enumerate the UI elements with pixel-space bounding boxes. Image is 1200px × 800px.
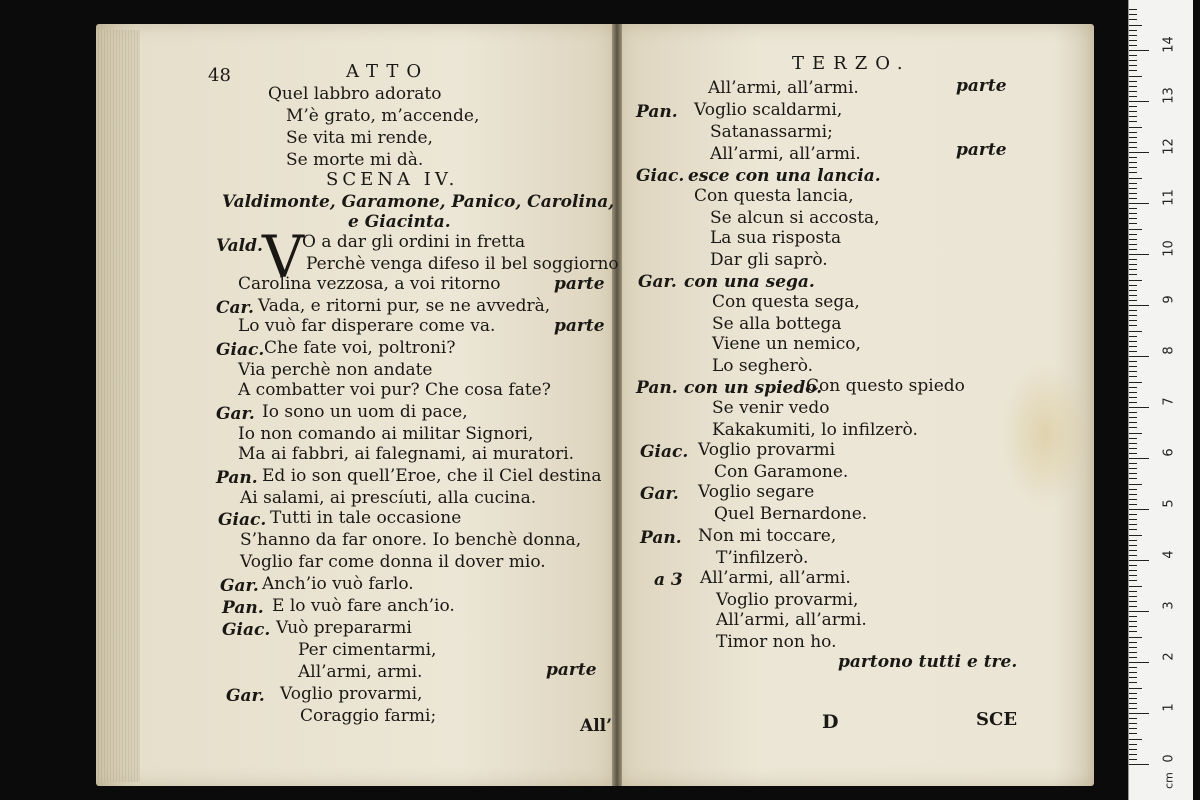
ruler-tick: [1129, 713, 1149, 714]
drop-cap: V: [262, 223, 304, 291]
verse-line: T’infilzerò.: [716, 548, 809, 568]
ruler-tick: [1129, 106, 1137, 107]
ruler-tick: [1129, 652, 1137, 653]
ruler-tick: [1129, 346, 1137, 347]
verse-line: Voglio scaldarmi,: [694, 100, 843, 120]
ruler-tick: [1129, 244, 1137, 245]
verse-line: Lo vuò far disperare come va.: [238, 316, 496, 336]
ruler-tick: [1129, 86, 1137, 87]
ruler-tick: [1129, 591, 1137, 592]
ruler-tick: [1129, 448, 1137, 449]
ruler-tick: [1129, 19, 1137, 20]
ruler-tick: [1129, 545, 1137, 546]
verse-line: Con questa sega,: [712, 292, 860, 312]
ruler-tick: [1129, 402, 1137, 403]
speaker-label: Pan.: [636, 102, 678, 122]
ruler-tick: [1129, 443, 1137, 444]
ruler-tick: [1129, 96, 1137, 97]
ruler-tick: [1129, 688, 1142, 689]
verse-line: Kakakumiti, lo infilzerò.: [712, 420, 918, 440]
ruler-tick: [1129, 616, 1137, 617]
ruler-tick: [1129, 387, 1137, 388]
verse-line: Lo segherò.: [712, 356, 814, 376]
speaker-label: Pan.: [636, 378, 678, 398]
verse-line: Che fate voi, poltroni?: [264, 338, 456, 358]
verse-line: Voglio provarmi,: [280, 684, 423, 704]
ruler-tick: [1129, 70, 1137, 71]
ruler-tick: [1129, 65, 1137, 66]
ruler-tick: [1129, 183, 1137, 184]
ruler-tick: [1129, 45, 1137, 46]
verse-line: Se alcun si accosta,: [710, 208, 880, 228]
ruler-tick: [1129, 621, 1137, 622]
speaker-label: Pan.: [640, 528, 682, 548]
ruler-label: 0: [1161, 754, 1177, 763]
ruler-tick: [1129, 682, 1137, 683]
ruler-tick: [1129, 229, 1142, 230]
ruler-tick: [1129, 188, 1137, 189]
verse-line: M’è grato, m’accende,: [286, 106, 480, 126]
character-list: Valdimonte, Garamone, Panico, Carolina,: [222, 192, 615, 212]
ruler-tick: [1129, 91, 1137, 92]
ruler-tick: [1129, 626, 1137, 627]
ruler-tick: [1129, 300, 1137, 301]
ruler-label: 9: [1161, 295, 1177, 304]
ruler-tick: [1129, 325, 1137, 326]
ruler-tick: [1129, 320, 1137, 321]
page-edges: [96, 30, 140, 782]
verse-line: All’armi, all’armi.: [700, 568, 851, 588]
speaker-label: Gar.: [640, 484, 679, 504]
ruler-tick: [1129, 693, 1137, 694]
speaker-label: Giac.: [216, 340, 265, 360]
verse-line: Ma ai fabbri, ai falegnami, ai muratori.: [238, 444, 575, 464]
ruler-tick: [1129, 524, 1137, 525]
ruler-tick: [1129, 249, 1137, 250]
ruler-tick: [1129, 35, 1137, 36]
ruler-tick: [1129, 218, 1137, 219]
ruler-tick: [1129, 509, 1149, 510]
verse-line: Ai salami, ai prescíuti, alla cucina.: [240, 488, 537, 508]
stage-direction: con una sega.: [684, 272, 815, 292]
ruler-tick: [1129, 555, 1137, 556]
ruler-tick: [1129, 535, 1142, 536]
verse-line: Voglio provarmi,: [716, 590, 859, 610]
speaker-label: Giac.: [222, 620, 271, 640]
verse-line: Quel labbro adorato: [268, 84, 442, 104]
ruler-tick: [1129, 499, 1137, 500]
verse-line: La sua risposta: [710, 228, 842, 248]
ruler-tick: [1129, 580, 1137, 581]
ruler-tick: [1129, 560, 1149, 561]
ruler-tick: [1129, 647, 1137, 648]
ruler-tick: [1129, 606, 1137, 607]
ruler-tick: [1129, 167, 1137, 168]
speaker-label: Gar.: [226, 686, 265, 706]
ruler-tick: [1129, 550, 1137, 551]
verse-line: Perchè venga difeso il bel soggiorno: [306, 254, 619, 274]
verse-line: Quel Bernardone.: [714, 504, 868, 524]
ruler-label: 2: [1161, 652, 1177, 661]
ruler-tick: [1129, 392, 1137, 393]
ruler-label: 13: [1161, 87, 1177, 104]
verse-line: Io non comando ai militar Signori,: [238, 424, 534, 444]
ruler-tick: [1129, 473, 1137, 474]
ruler-tick: [1129, 478, 1137, 479]
ruler-tick: [1129, 310, 1137, 311]
stage-direction: parte: [554, 316, 605, 336]
verse-line: A combatter voi pur? Che cosa fate?: [238, 380, 551, 400]
ruler-tick: [1129, 417, 1137, 418]
ruler-tick: [1129, 172, 1137, 173]
ruler-tick: [1129, 116, 1137, 117]
paper-stain: [1000, 360, 1090, 510]
ruler-label: 3: [1161, 601, 1177, 610]
ruler-tick: [1129, 264, 1137, 265]
ruler-tick: [1129, 101, 1149, 102]
speaker-label: Car.: [216, 298, 254, 318]
ruler-tick: [1129, 382, 1142, 383]
ruler-tick: [1129, 60, 1137, 61]
ruler-tick: [1129, 132, 1137, 133]
ruler-tick: [1129, 147, 1137, 148]
ruler-tick: [1129, 137, 1137, 138]
speaker-label: Giac.: [636, 166, 685, 186]
verse-line: Voglio provarmi: [698, 440, 836, 460]
ruler-tick: [1129, 718, 1137, 719]
ruler-tick: [1129, 703, 1137, 704]
ruler-tick: [1129, 764, 1149, 765]
ruler-tick: [1129, 142, 1137, 143]
ruler-tick: [1129, 157, 1137, 158]
ruler-tick: [1129, 371, 1137, 372]
ruler-label: 7: [1161, 397, 1177, 406]
speaker-label: a 3: [654, 570, 683, 590]
verse-line: Con Garamone.: [714, 462, 849, 482]
ruler-label: 6: [1161, 448, 1177, 457]
verse-line: Via perchè non andate: [238, 360, 433, 380]
verse-line: Anch’io vuò farlo.: [262, 574, 414, 594]
verse-line: Ed io son quell’Eroe, che il Ciel destina: [262, 466, 602, 486]
ruler-tick: [1129, 529, 1137, 530]
ruler-tick: [1129, 397, 1137, 398]
verse-line: All’armi, armi.: [298, 662, 423, 682]
ruler-tick: [1129, 111, 1137, 112]
ruler-tick: [1129, 198, 1137, 199]
verse-line: Timor non ho.: [716, 632, 837, 652]
ruler-tick: [1129, 162, 1137, 163]
verse-line: Voglio segare: [698, 482, 815, 502]
speaker-label: Pan.: [216, 468, 258, 488]
ruler-tick: [1129, 677, 1137, 678]
ruler-tick: [1129, 376, 1137, 377]
ruler-tick: [1129, 25, 1142, 26]
verse-line: Voglio far come donna il dover mio.: [240, 552, 546, 572]
ruler-tick: [1129, 81, 1137, 82]
ruler-tick: [1129, 739, 1142, 740]
ruler-tick: [1129, 733, 1137, 734]
ruler-label: 14: [1161, 36, 1177, 53]
ruler-label: 11: [1161, 189, 1177, 206]
ruler-tick: [1129, 203, 1149, 204]
ruler-tick: [1129, 468, 1137, 469]
ruler-label: 8: [1161, 346, 1177, 355]
verse-line: All’armi, all’armi.: [716, 610, 867, 630]
ruler-tick: [1129, 422, 1137, 423]
ruler-tick: [1129, 407, 1149, 408]
ruler-tick: [1129, 295, 1137, 296]
ruler-tick: [1129, 127, 1142, 128]
ruler-tick: [1129, 208, 1137, 209]
ruler-tick: [1129, 601, 1137, 602]
scene-heading: SCENA IV.: [326, 169, 459, 190]
verse-line: O a dar gli ordini in fretta: [302, 232, 526, 252]
ruler-tick: [1129, 611, 1149, 612]
verse-line: Coraggio farmi;: [300, 706, 437, 726]
ruler-tick: [1129, 193, 1137, 194]
stage-direction: parte: [956, 76, 1007, 96]
ruler-tick: [1129, 280, 1142, 281]
measurement-ruler: [1128, 0, 1193, 800]
ruler-label: 5: [1161, 499, 1177, 508]
ruler-tick: [1129, 744, 1137, 745]
ruler-tick: [1129, 315, 1137, 316]
ruler-tick: [1129, 433, 1142, 434]
ruler-tick: [1129, 759, 1137, 760]
ruler-tick: [1129, 749, 1137, 750]
ruler-tick: [1129, 341, 1137, 342]
ruler-label: 1: [1161, 703, 1177, 712]
ruler-label: 4: [1161, 550, 1177, 559]
ruler-tick: [1129, 723, 1137, 724]
ruler-tick: [1129, 575, 1137, 576]
ruler-tick: [1129, 463, 1137, 464]
speaker-label: Gar.: [216, 404, 255, 424]
verse-line: Dar gli saprò.: [710, 250, 828, 270]
ruler-tick: [1129, 305, 1149, 306]
ruler-tick: [1129, 586, 1142, 587]
speaker-label: Vald.: [216, 236, 263, 256]
ruler-tick: [1129, 239, 1137, 240]
character-list: e Giacinta.: [348, 212, 451, 232]
verse-line: Satanassarmi;: [710, 122, 833, 142]
ruler-tick: [1129, 361, 1137, 362]
ruler-tick: [1129, 519, 1137, 520]
ruler-tick: [1129, 55, 1137, 56]
speaker-label: Giac.: [218, 510, 267, 530]
ruler-tick: [1129, 708, 1137, 709]
ruler-tick: [1129, 152, 1149, 153]
stage-direction: parte: [956, 140, 1007, 160]
stage-direction: con un spiedo.: [684, 378, 823, 398]
ruler-tick: [1129, 285, 1137, 286]
verse-line: Carolina vezzosa, a voi ritorno: [238, 274, 501, 294]
ruler-tick: [1129, 50, 1149, 51]
ruler-tick: [1129, 274, 1137, 275]
verse-line: Viene un nemico,: [712, 334, 861, 354]
ruler-tick: [1129, 234, 1137, 235]
ruler-tick: [1129, 494, 1137, 495]
ruler-tick: [1129, 259, 1137, 260]
ruler-tick: [1129, 754, 1137, 755]
verse-line: E lo vuò fare anch’io.: [272, 596, 455, 616]
ruler-tick: [1129, 412, 1137, 413]
verse-line: Con questo spiedo: [806, 376, 965, 396]
verse-line: Se vita mi rende,: [286, 128, 433, 148]
verse-line: Non mi toccare,: [698, 526, 837, 546]
ruler-tick: [1129, 484, 1142, 485]
stage-direction: parte: [546, 660, 597, 680]
speaker-label: Gar.: [220, 576, 259, 596]
page-number: 48: [208, 65, 231, 86]
stage-direction: partono tutti e tre.: [838, 652, 1018, 672]
verse-line: All’armi, all’armi.: [710, 144, 861, 164]
ruler-tick: [1129, 331, 1142, 332]
ruler-tick: [1129, 14, 1137, 15]
ruler-tick: [1129, 30, 1137, 31]
ruler-tick: [1129, 596, 1137, 597]
ruler-tick: [1129, 121, 1137, 122]
ruler-tick: [1129, 672, 1137, 673]
ruler-tick: [1129, 76, 1142, 77]
ruler-tick: [1129, 458, 1149, 459]
ruler-tick: [1129, 657, 1137, 658]
catchword: All’: [580, 716, 613, 736]
speaker-label: Pan.: [222, 598, 264, 618]
ruler-unit: cm: [1162, 772, 1176, 789]
speaker-label: Giac.: [640, 442, 689, 462]
running-head-left: ATTO: [346, 61, 430, 82]
verse-line: All’armi, all’armi.: [708, 78, 859, 98]
stage-direction: parte: [554, 274, 605, 294]
ruler-tick: [1129, 9, 1137, 10]
verse-line: Per cimentarmi,: [298, 640, 437, 660]
ruler-tick: [1129, 223, 1137, 224]
ruler-tick: [1129, 40, 1137, 41]
stage-direction: esce con una lancia.: [688, 166, 881, 186]
verse-line: Se venir vedo: [712, 398, 830, 418]
verse-line: Con questa lancia,: [694, 186, 854, 206]
verse-line: Vada, e ritorni pur, se ne avvedrà,: [258, 296, 551, 316]
ruler-tick: [1129, 667, 1137, 668]
ruler-tick: [1129, 570, 1137, 571]
ruler-tick: [1129, 504, 1137, 505]
ruler-tick: [1129, 213, 1137, 214]
ruler-tick: [1129, 540, 1137, 541]
catchword: SCE: [976, 709, 1018, 730]
ruler-label: 12: [1161, 138, 1177, 155]
ruler-tick: [1129, 453, 1137, 454]
ruler-tick: [1129, 642, 1137, 643]
ruler-tick: [1129, 698, 1137, 699]
ruler-tick: [1129, 336, 1137, 337]
ruler-tick: [1129, 269, 1137, 270]
ruler-tick: [1129, 631, 1137, 632]
ruler-tick: [1129, 438, 1137, 439]
ruler-tick: [1129, 514, 1137, 515]
verse-line: Tutti in tale occasione: [270, 508, 462, 528]
verse-line: S’hanno da far onore. Io benchè donna,: [240, 530, 582, 550]
ruler-tick: [1129, 351, 1137, 352]
book-gutter: [612, 24, 622, 786]
ruler-tick: [1129, 356, 1149, 357]
ruler-tick: [1129, 489, 1137, 490]
ruler-tick: [1129, 662, 1149, 663]
signature-mark: D: [822, 711, 839, 733]
verse-line: Vuò prepararmi: [276, 618, 412, 638]
ruler-tick: [1129, 178, 1142, 179]
verse-line: Io sono un uom di pace,: [262, 402, 468, 422]
ruler-tick: [1129, 254, 1149, 255]
ruler-tick: [1129, 427, 1137, 428]
verse-line: Se morte mi dà.: [286, 150, 424, 170]
ruler-tick: [1129, 565, 1137, 566]
ruler-tick: [1129, 290, 1137, 291]
speaker-label: Gar.: [638, 272, 677, 292]
ruler-tick: [1129, 637, 1142, 638]
ruler-tick: [1129, 366, 1137, 367]
running-head-right: TERZO.: [792, 53, 911, 74]
ruler-label: 10: [1161, 240, 1177, 257]
verse-line: Se alla bottega: [712, 314, 842, 334]
ruler-tick: [1129, 728, 1137, 729]
